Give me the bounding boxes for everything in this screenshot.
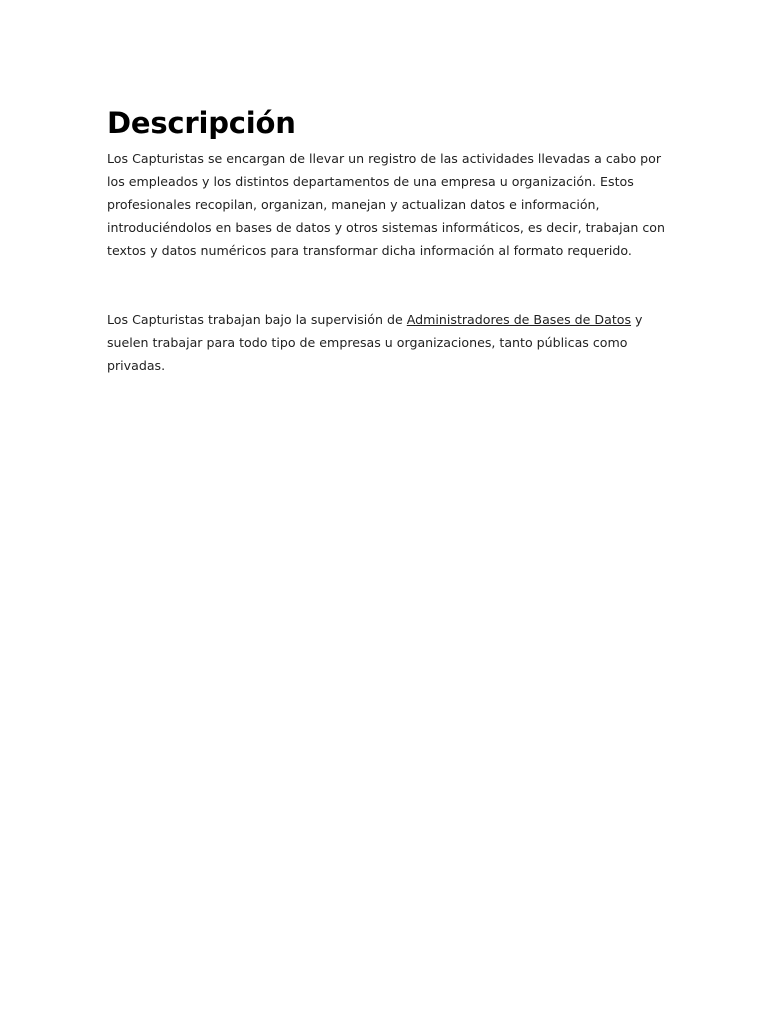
supervision-text-start: Los Capturistas trabajan bajo la supervisión de <box>107 312 407 327</box>
supervision-paragraph <box>107 308 667 377</box>
supervision-text-end: y suelen trabajar para todo tipo de empresas u organizaciones, tanto públicas como privadas. <box>107 312 643 373</box>
description-paragraph: Los Capturistas se encargan de llevar un registro de las actividades llevadas a cabo por los empleados y los distintos departamentos de una empresa u organización. Estos profesionales recopilan, organizan, manejan y actualizan datos e información, introduciéndolos en bases de datos y otros sistemas informáticos, es decir, trabajan con textos y datos numéricos para transformar dicha información al formato requerido. <box>107 151 665 258</box>
document-page <box>107 104 667 377</box>
page-title: Descripción <box>107 106 296 140</box>
database-administrators-link[interactable]: Administradores de Bases de Datos <box>406 312 632 327</box>
